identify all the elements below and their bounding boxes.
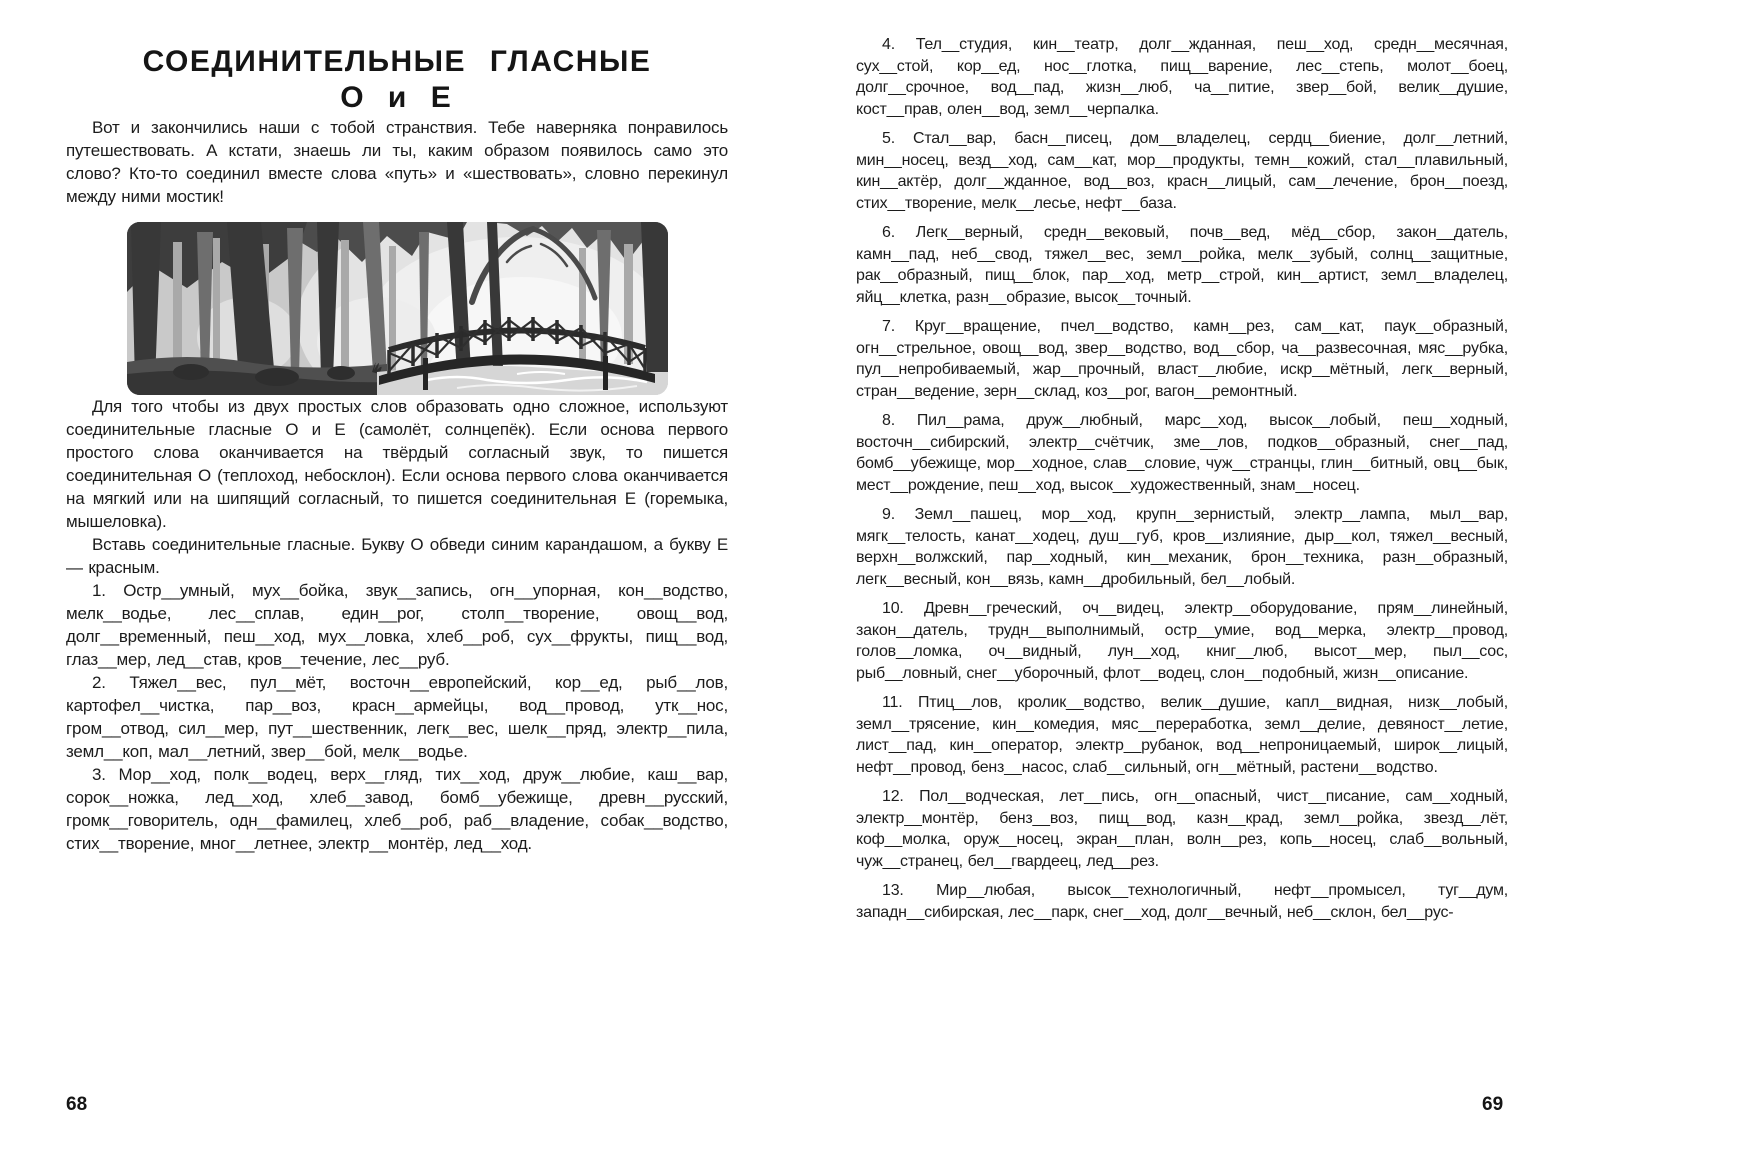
page-left <box>66 44 728 855</box>
item-words: Тяжел__вес, пул__мёт, восточн__европейский, кор__ед, рыб__лов, картофел__чистка, пар__воз, красн__армейцы, вод__провод, утк__нос, гром__отвод, сил__мер, пут__шественник, легк__вес, шелк__пряд, электр__пила, земл__коп, мал__летний, звер__бой, мелк__водье. <box>66 673 728 761</box>
exercise-item-5 <box>856 128 1508 214</box>
page-number-left: 68 <box>66 1094 88 1115</box>
exercise-item-2 <box>66 671 728 763</box>
exercise-item-10 <box>856 598 1508 684</box>
item-number: 6. <box>882 224 895 241</box>
page-title <box>66 44 728 116</box>
title-line-1: СОЕДИНИТЕЛЬНЫЕ ГЛАСНЫЕ <box>142 45 652 78</box>
exercise-item-11 <box>856 692 1508 778</box>
item-number: 5. <box>882 130 895 147</box>
rule-paragraph: Для того чтобы из двух простых слов образовать одно сложное, используют соединительные гласные О и Е (самолёт, солнцепёк). Если основа первого простого слова оканчивается на твёрдый согласный звук, то пишется соединительная О (теплоход, небосклон). Если основа первого слова оканчивается на мягкий или на шипящий согласный, то пишется соединительная Е (горемыка, мышеловка). <box>66 397 728 531</box>
forest-bridge-illustration <box>127 222 668 395</box>
item-number: 7. <box>882 318 895 335</box>
page-number-right: 69 <box>1482 1094 1504 1115</box>
item-words: Пил__рама, друж__любный, марс__ход, высок__лобый, пеш__ходный, восточн__сибирский, электр__счётчик, зме__лов, подков__образный, снег__пад, бомб__убежище, мор__ходное, слав__словие, чуж__странцы, глин__битный, овц__бык, мест__рождение, пеш__ход, высок__художественный, знам__носец. <box>856 412 1508 494</box>
page-right <box>856 34 1508 923</box>
exercise-item-3 <box>66 763 728 855</box>
exercise-item-9 <box>856 504 1508 590</box>
item-words: Круг__вращение, пчел__водство, камн__рез, сам__кат, паук__образный, огн__стрельное, овощ__вод, звер__водство, вод__сбор, ча__развесочная, мяс__рубка, пул__непробиваемый, жар__прочный, власт__любие, искр__мётный, легк__верный, стран__ведение, зерн__склад, коз__рог, вагон__ремонтный. <box>856 318 1508 400</box>
item-words: Пол__водческая, лет__пись, огн__опасный, чист__писание, сам__ходный, электр__монтёр, бенз__воз, пищ__вод, казн__крад, земл__ройка, звезд__лёт, коф__молка, оруж__носец, экран__план, волн__рез, копь__носец, слаб__вольный, чуж__странец, бел__гвардеец, лед__рез. <box>856 788 1508 870</box>
item-number: 10. <box>882 600 904 617</box>
item-number: 8. <box>882 412 895 429</box>
task-paragraph: Вставь соединительные гласные. Букву О обведи синим карандашом, а букву Е — красным. <box>66 535 728 577</box>
item-words: Мир__любая, высок__технологичный, нефт__промысел, туг__дум, западн__сибирская, лес__парк, снег__ход, долг__вечный, неб__склон, бел__рус- <box>856 882 1509 921</box>
item-words: Стал__вар, басн__писец, дом__владелец, сердц__биение, долг__летний, мин__носец, везд__ход, сам__кат, мор__продукты, темн__кожий, стал__плавильный, кин__актёр, долг__жданное, вод__воз, красн__лицый, сам__лечение, брон__поезд, стих__творение, мелк__лесье, нефт__база. <box>856 130 1508 212</box>
item-number: 4. <box>882 36 895 53</box>
item-number: 2. <box>92 673 106 692</box>
item-words: Птиц__лов, кролик__водство, велик__душие, капл__видная, низк__лобый, земл__трясение, кин__комедия, мяс__переработка, земл__делие, девяност__летие, лист__пад, кин__оператор, электр__рубанок, вод__непроницаемый, широк__лицый, нефт__провод, бенз__насос, слаб__сильный, огн__мётный, растени__водство. <box>856 694 1508 776</box>
item-words: Остр__умный, мух__бойка, звук__запись, огн__упорная, кон__водство, мелк__водье, лес__сплав, един__рог, столп__творение, овощ__вод, долг__временный, пеш__ход, мух__ловка, хлеб__роб, сух__фрукты, пищ__вод, глаз__мер, лед__став, кров__течение, лес__руб. <box>66 581 728 669</box>
exercise-item-6 <box>856 222 1508 308</box>
item-number: 12. <box>882 788 904 805</box>
title-line-2: О и Е <box>340 81 454 114</box>
item-words: Легк__верный, средн__вековый, почв__вед, мёд__сбор, закон__датель, камн__пад, неб__свод, тяжел__вес, земл__ройка, мелк__зубый, солнц__защитные, рак__образный, пищ__блок, пар__ход, метр__строй, кин__артист, земл__владелец, яйц__клетка, разн__образие, высок__точный. <box>856 224 1509 306</box>
exercise-item-13 <box>856 880 1508 923</box>
exercise-item-1 <box>66 579 728 671</box>
exercise-item-12 <box>856 786 1508 872</box>
item-words: Земл__пашец, мор__ход, крупн__зернистый, электр__лампа, мыл__вар, мягк__телость, канат__ходец, душ__губ, кров__излияние, дыр__кол, тяжел__весный, верхн__волжский, пар__ходный, кин__механик, брон__техника, разн__образный, легк__весный, кон__вязь, камн__дробильный, бел__лобый. <box>856 506 1508 588</box>
exercise-item-8 <box>856 410 1508 496</box>
item-number: 9. <box>882 506 895 523</box>
item-words: Мор__ход, полк__водец, верх__гляд, тих__ход, друж__любие, каш__вар, сорок__ножка, лед__ход, хлеб__завод, бомб__убежище, древн__русский, громк__говоритель, одн__фамилец, хлеб__роб, раб__владение, собак__водство, стих__творение, мног__летнее, электр__монтёр, лед__ход. <box>66 765 728 853</box>
exercise-item-4 <box>856 34 1508 120</box>
item-words: Тел__студия, кин__театр, долг__жданная, пеш__ход, средн__месячная, сух__стой, кор__ед, нос__глотка, пищ__варение, лес__степь, молот__боец, долг__срочное, вод__пад, жизн__люб, ча__питие, звер__бой, велик__душие, кост__прав, олен__вод, земл__черпалка. <box>856 36 1508 118</box>
item-number: 11. <box>882 694 903 711</box>
exercise-item-7 <box>856 316 1508 402</box>
item-number: 1. <box>92 581 106 600</box>
item-words: Древн__греческий, оч__видец, электр__оборудование, прям__линейный, закон__датель, трудн__выполнимый, остр__умие, вод__мерка, электр__провод, голов__ломка, оч__видный, лун__ход, книг__люб, высот__мер, пыл__сос, рыб__ловный, снег__уборочный, флот__водец, слон__подобный, жизн__описание. <box>856 600 1509 682</box>
intro-paragraph: Вот и закончились наши с тобой странствия. Тебе наверняка понравилось путешествовать. А кстати, знаешь ли ты, каким образом появилось само это слово? Кто-то соединил вместе слова «путь» и «шествовать», словно перекинул между ними мостик! <box>66 118 728 206</box>
item-number: 13. <box>882 882 904 899</box>
item-number: 3. <box>92 765 106 784</box>
